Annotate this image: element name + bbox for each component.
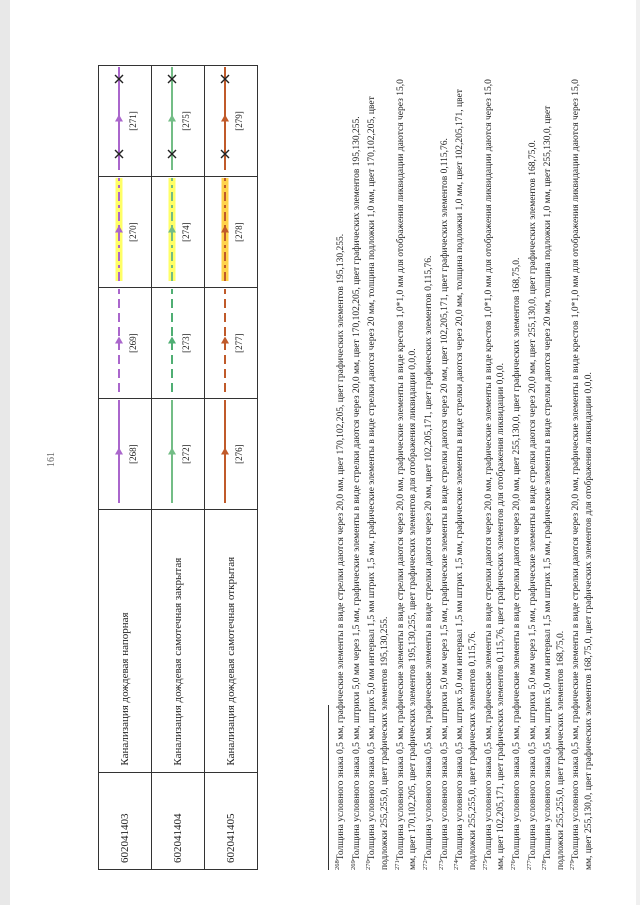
footnote-number: 276 [509,860,517,870]
footnote-ref: [270] [128,222,138,242]
footnote [508,65,524,870]
footnote-text: Толщина условного знака 0,5 мм, штрихи 5,0 мм через 1,5 мм, графические элементы в виде стрелки даются через 20 мм, цвет 102,205,171, цвет графических элементов 0,115,76. [439,138,450,861]
footnote [524,65,540,870]
footnote-ref: [278] [234,222,244,242]
scan-edge [0,0,10,905]
footnote-number: 273 [437,860,445,870]
line-symbol [205,172,235,287]
footnote-text: Толщина условного знака 0,5 мм, штрих 5,0 мм интервал 1,5 мм штрих 1,5 мм, графические элементы в виде стрелки даются через 20 мм, толщина подложки 1,0 мм, цвет 170,102,205, цвет подложки 255,255,0, цвет графических элементов 195,130,255. [367,96,391,870]
row-label: Канализация дождевая самотечная закрытая [152,510,205,772]
legend-table [98,65,258,870]
footnote [451,65,479,870]
footnote-number: 272 [421,860,429,870]
footnote-number: 269 [349,860,357,870]
footnote-text: Толщина условного знака 0,5 мм, графические элементы в виде стрелки даются через 20,0 мм, цвет 255,130,0, цвет графических элементов 168,75,0. [511,257,522,861]
symbol-cell [152,399,205,510]
footnote-text: Толщина условного знака 0,5 мм, графические элементы в виде стрелки даются через 20,0 мм, цвет 170,102,205, цвет графических элементов 195,130,255. [336,233,347,861]
footnote-number: 274 [453,860,461,870]
footnote [392,65,420,870]
row-code: 602041405 [205,772,258,869]
arrow-icon [221,115,229,122]
footnote-text: Толщина условного знака 0,5 мм, графические элементы в виде стрелки даются через 20 мм, цвет 102,205,171, цвет графических элементов 0,115,76. [424,255,435,861]
line-symbol [205,283,235,398]
line-symbol [152,61,182,176]
arrow-icon [115,337,123,344]
line-symbol [99,61,129,176]
page-number: 161 [46,452,57,467]
footnote-text: Толщина условного знака 0,5 мм, графические элементы в виде стрелки даются через 20,0 мм, графические элементы в виде крестов 1,0*1,0 мм для отображения ликвидации даются через 15,0 мм, цвет 170,102,205, цвет графических элементов 195,130,255, цвет графических элементов для отображения ликвидации 0,0,0. [395,79,419,870]
symbol-cell [152,66,205,177]
footnote [332,65,348,870]
arrow-icon [221,337,229,344]
footnote-text: Толщина условного знака 0,5 мм, штрихи 5,0 мм через 1,5 мм, графические элементы в виде стрелки даются через 20,0 мм, цвет 170,102,205, цвет графических элементов 195,130,255. [351,116,362,861]
arrow-icon [168,448,176,455]
row-code: 602041403 [99,772,152,869]
footnote-rule [328,705,329,870]
symbol-cell [99,288,152,399]
footnote-number: 278 [541,860,549,870]
arrow-icon [115,115,123,122]
line-symbol [99,283,129,398]
arrow-icon [168,115,176,122]
footnote-number: 279 [569,860,577,870]
footnote [567,65,595,870]
symbol-cell [99,177,152,288]
rotated-page [46,0,640,905]
footnote-text: Толщина условного знака 0,5 мм, штрих 5,0 мм интервал 1,5 мм штрих 1,5 мм, графические элементы в виде стрелки даются через 20,0 мм, толщина подложки 1,0 мм, цвет 102,205,171, цвет подложки 255,255,0, цвет графических элементов 0,115,76. [455,89,479,870]
footnote-ref: [276] [234,444,244,464]
row-label: Канализация дождевая самотечная открытая [205,510,258,772]
footnote-number: 275 [481,860,489,870]
footnote [363,65,391,870]
footnote-ref: [274] [181,222,191,242]
footnote-text: Толщина условного знака 0,5 мм, штрих 5,0 мм интервал 1,5 мм штрих 1,5 мм, графические элементы в виде стрелки даются через 20 мм, толщина подложки 1,0 мм, цвет 255,130,0, цвет подложки 255,255,0, цвет графических элементов 168,75,0. [543,105,566,870]
footnote-text: Толщина условного знака 0,5 мм, штрихи 5,0 мм через 1,5 мм, графические элементы в виде стрелки даются через 20,0 мм, цвет 255,130,0, цвет графических элементов 168,75,0. [527,140,538,861]
footnote [436,65,452,870]
footnote-text: Толщина условного знака 0,5 мм, графические элементы в виде стрелки даются через 20,0 мм, графические элементы в виде крестов 1,0*1,0 мм для отображения ликвидации даются через 15,0 мм, цвет 102,205,171, цвет графических элементов 0,115,76, цвет графических элементов для отображения ликвидации 0,0,0. [483,79,507,870]
line-symbol [152,172,182,287]
footnote-ref: [275] [181,111,191,131]
line-symbol [99,394,129,509]
footnote-ref: [279] [234,111,244,131]
footnote [420,65,436,870]
symbol-cell [205,66,258,177]
line-symbol [205,394,235,509]
footnote-ref: [272] [181,444,191,464]
footnote-ref: [273] [181,333,191,353]
symbol-cell [205,177,258,288]
arrow-icon [168,337,176,344]
row-label: Канализация дождевая напорная [99,510,152,772]
footnote-ref: [277] [234,333,244,353]
line-symbol [99,172,129,287]
table-row [205,66,258,870]
arrow-icon [221,448,229,455]
footnote-number: 277 [525,860,533,870]
footnote-number: 271 [393,860,401,870]
symbol-cell [99,66,152,177]
footnotes [332,65,596,870]
footnote [348,65,364,870]
row-code: 602041404 [152,772,205,869]
line-symbol [152,394,182,509]
symbol-cell [205,288,258,399]
arrow-icon [115,448,123,455]
table-row [99,66,152,870]
footnote [539,65,567,870]
symbol-cell [152,288,205,399]
symbol-cell [205,399,258,510]
footnote-text: Толщина условного знака 0,5 мм, графические элементы в виде стрелки даются через 20,0 мм, графические элементы в виде крестов 1,0*1,0 мм для отображения ликвидации даются через 15,0 мм, цвет 255,130,0, цвет графических элементов 168,75,0, цвет графических элементов для отображения ликвидации 0,0,0. [571,79,595,870]
footnote-ref: [269] [128,333,138,353]
symbol-cell [99,399,152,510]
symbol-cell [152,177,205,288]
line-symbol [205,61,235,176]
footnote-number: 270 [365,860,373,870]
footnote-ref: [268] [128,444,138,464]
footnote-ref: [271] [128,111,138,131]
table-row [152,66,205,870]
footnote [480,65,508,870]
line-symbol [152,283,182,398]
footnote-number: 268 [334,860,341,870]
